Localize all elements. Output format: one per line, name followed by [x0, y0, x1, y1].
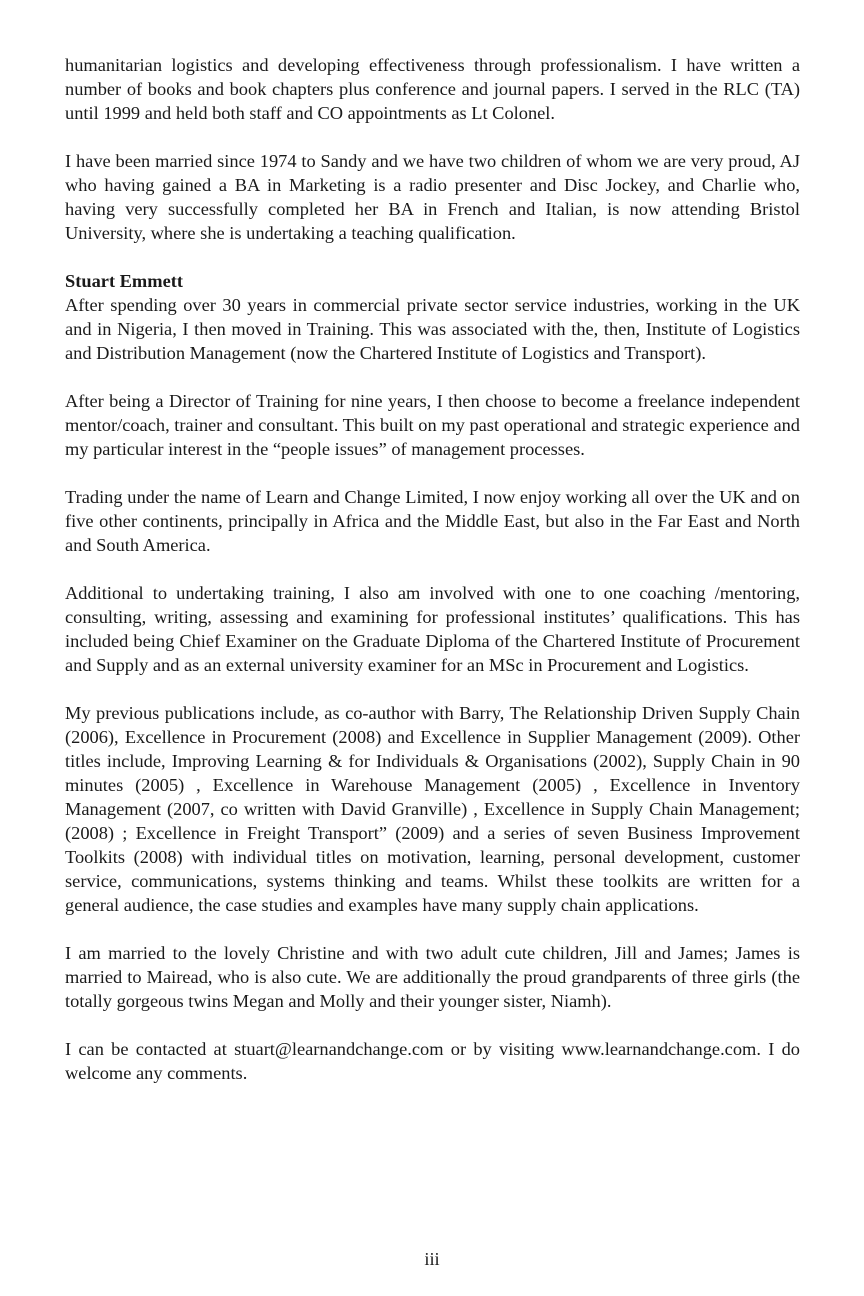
paragraph-publications: My previous publications include, as co-author with Barry, The Relationship Driven Supply Chain (2006), Excellence in Procurement (2008) and Excellence in Supplier Management (2009). Other titles include, Improving Learning & for Individuals & Organisations (2002), Supply Chain in 90 minutes (2005) , Excellence in Warehouse Management (2005) , Excellence in Inventory Management (2007, co written with David Granville) , Excellence in Supply Chain Management; (2008) ; Excellence in Freight Transport” (2009) and a series of seven Business Improvement Toolkits (2008) with individual titles on motivation, learning, personal development, customer service, communications, systems thinking and teams. Whilst these toolkits are written for a general audience, the case studies and examples have many supply chain applications.: [65, 703, 800, 915]
page-body: [65, 53, 800, 1109]
page-number: iii: [424, 1249, 440, 1269]
paragraph-coaching-examining: Additional to undertaking training, I also am involved with one to one coaching /mentoring, consulting, writing, assessing and examining for professional institutes’ qualifications. This has included being Chief Examiner on the Graduate Diploma of the Chartered Institute of Procurement and Supply and as an external university examiner for an MSc in Procurement and Logistics.: [65, 583, 800, 675]
paragraph-director-of-training: After being a Director of Training for nine years, I then choose to become a freelance independent mentor/coach, trainer and consultant. This built on my past operational and strategic experience and my particular interest in the “people issues” of management processes.: [65, 391, 800, 459]
paragraph-contact: I can be contacted at stuart@learnandchange.com or by visiting www.learnandchange.com. I do welcome any comments.: [65, 1039, 800, 1083]
paragraph-family-christine: I am married to the lovely Christine and with two adult cute children, Jill and James; James is married to Mairead, who is also cute. We are additionally the proud grandparents of three girls (the totally gorgeous twins Megan and Molly and their younger sister, Niamh).: [65, 943, 800, 1011]
section-heading: Stuart Emmett: [65, 271, 183, 291]
paragraph-learn-and-change: Trading under the name of Learn and Change Limited, I now enjoy working all over the UK and on five other continents, principally in Africa and the Middle East, but also in the Far East and North and South America.: [65, 487, 800, 555]
paragraph-humanitarian-logistics: humanitarian logistics and developing effectiveness through professionalism. I have written a number of books and book chapters plus conference and journal papers. I served in the RLC (TA) until 1999 and held both staff and CO appointments as Lt Colonel.: [65, 55, 800, 123]
paragraph-family-sandy: I have been married since 1974 to Sandy and we have two children of whom we are very proud, AJ who having gained a BA in Marketing is a radio presenter and Disc Jockey, and Charlie who, having very successfully completed her BA in French and Italian, is now attending Bristol University, where she is undertaking a teaching qualification.: [65, 151, 800, 243]
paragraph-career-background: After spending over 30 years in commercial private sector service industries, working in the UK and in Nigeria, I then moved in Training. This was associated with the, then, Institute of Logistics and Distribution Management (now the Chartered Institute of Logistics and Transport).: [65, 295, 800, 363]
